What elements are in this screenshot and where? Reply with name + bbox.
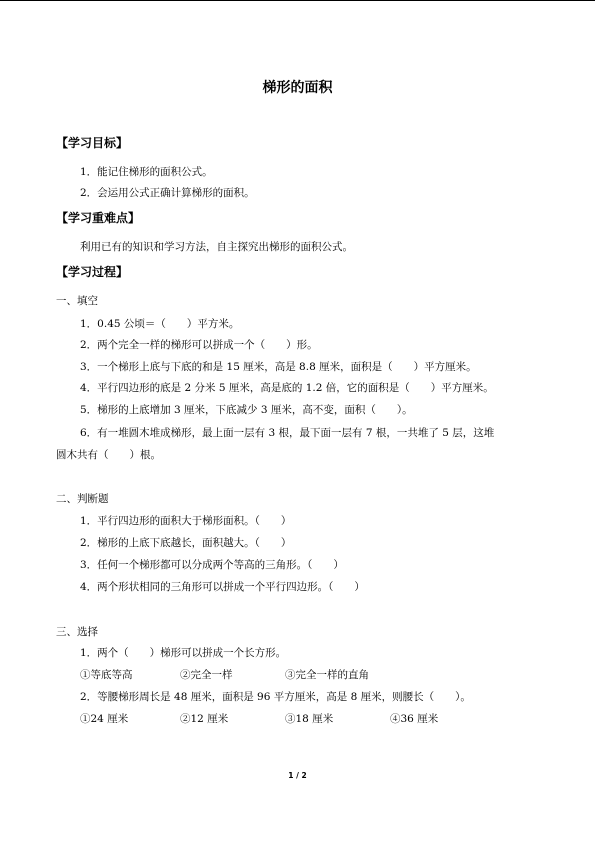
goal-item-2: 2．会运用公式正确计算梯形的面积。: [80, 187, 255, 199]
focus-text: 利用已有的知识和学习方法，自主探究出梯形的面积公式。: [80, 241, 353, 253]
judge-item-4: 4．两个形状相同的三角形可以拼成一个平行四边形。（ ）: [80, 581, 365, 593]
q1-option-1: ①等底等高: [80, 669, 133, 681]
top-rule: [0, 0, 595, 1]
fill-item-6: 6．有一堆圆木堆成梯形，最上面一层有 3 根，最下面一层有 7 根，一共堆了 5 层，这堆: [80, 427, 495, 439]
q2-option-4: ④36 厘米: [390, 713, 439, 725]
choose-heading: 三、选择: [56, 626, 98, 638]
judge-heading: 二、判断题: [56, 493, 109, 505]
fill-item-1: 1．0.45 公顷＝（ ）平方米。: [80, 318, 240, 330]
page-title: 梯形的面积: [262, 80, 333, 96]
q2-option-3: ③18 厘米: [285, 713, 334, 725]
judge-item-2: 2．梯形的上底下底越长，面积越大。（ ）: [80, 537, 292, 549]
fill-item-5: 5．梯形的上底增加 3 厘米，下底减少 3 厘米，高不变，面积（ ）。: [80, 404, 413, 416]
q2-option-1: ①24 厘米: [80, 713, 129, 725]
goals-heading: 【学习目标】: [56, 136, 129, 150]
fill-item-2: 2．两个完全一样的梯形可以拼成一个（ ）形。: [80, 339, 318, 351]
choose-q2: 2．等腰梯形周长是 48 厘米，面积是 96 平方厘米，高是 8 厘米，则腰长（ ）。: [80, 691, 471, 703]
judge-item-1: 1．平行四边形的面积大于梯形面积。（ ）: [80, 515, 292, 527]
choose-q1: 1．两个（ ）梯形可以拼成一个长方形。: [80, 647, 287, 659]
q1-option-2: ②完全一样: [180, 669, 233, 681]
fill-item-6-cont: 圆木共有（ ）根。: [56, 449, 161, 461]
page-number: 1 / 2: [288, 771, 307, 780]
judge-item-3: 3．任何一个梯形都可以分成两个等高的三角形。（ ）: [80, 559, 344, 571]
fill-item-3: 3．一个梯形上底与下底的和是 15 厘米，高是 8.8 厘米，面积是（ ）平方厘米。: [80, 361, 477, 373]
fill-item-4: 4．平行四边形的底是 2 分米 5 厘米，高是底的 1.2 倍，它的面积是（ ）平方厘米。: [80, 382, 494, 394]
q1-option-3: ③完全一样的直角: [285, 669, 369, 681]
focus-heading: 【学习重难点】: [56, 211, 141, 225]
process-heading: 【学习过程】: [56, 265, 129, 279]
goal-item-1: 1．能记住梯形的面积公式。: [80, 166, 213, 178]
fill-heading: 一、填空: [56, 295, 98, 307]
q2-option-2: ②12 厘米: [180, 713, 229, 725]
